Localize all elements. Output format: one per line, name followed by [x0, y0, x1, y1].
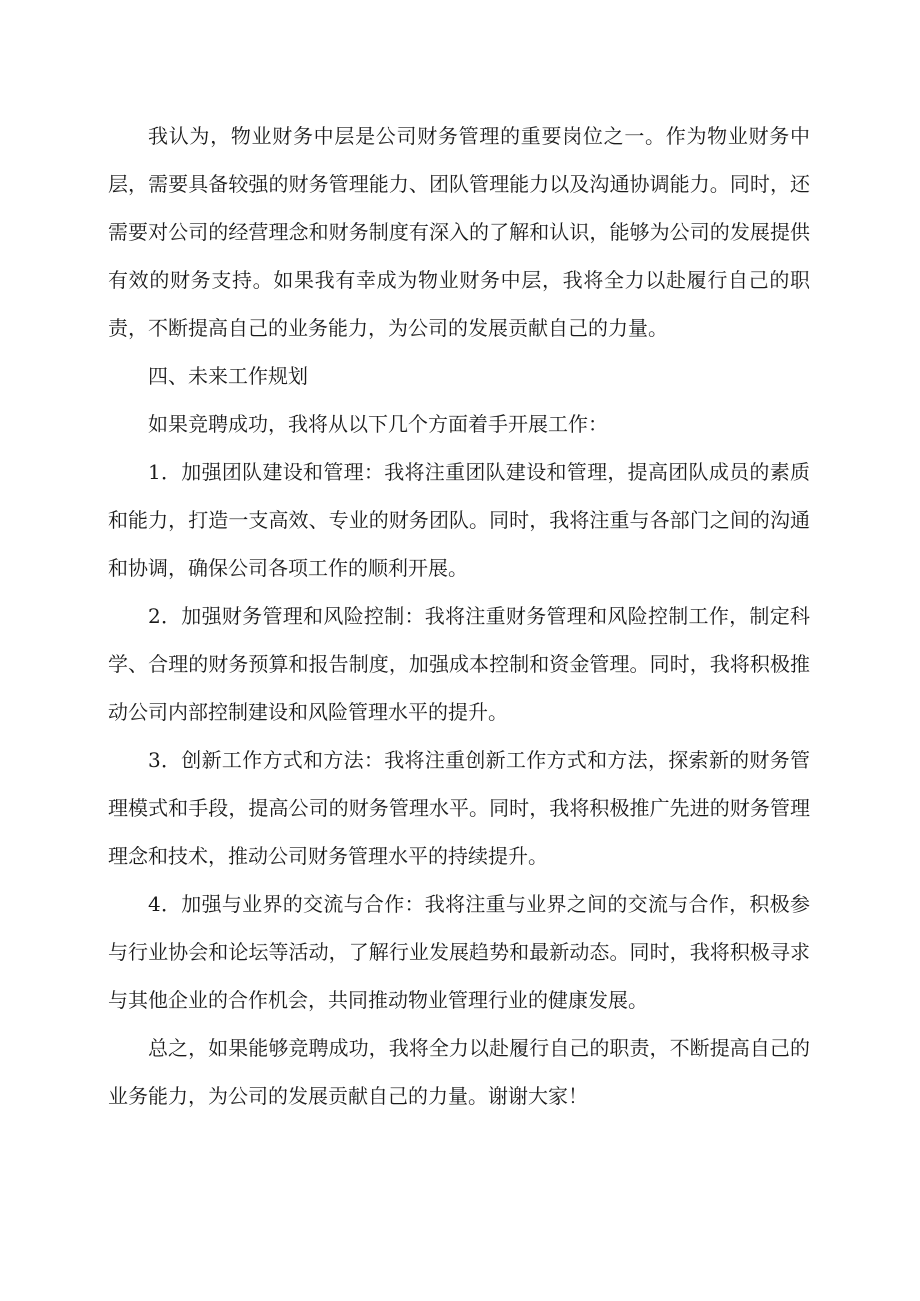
paragraph-intro: 我认为，物业财务中层是公司财务管理的重要岗位之一。作为物业财务中层，需要具备较强的财务管理能力、团队管理能力以及沟通协调能力。同时，还需要对公司的经营理念和财务制度有深入的了解和认识，能够为公司的发展提供有效的财务支持。如果我有幸成为物业财务中层，我将全力以赴履行自己的职责，不断提高自己的业务能力，为公司的发展贡献自己的力量。	[108, 124, 810, 340]
section-lead: 如果竞聘成功，我将从以下几个方面着手开展工作：	[148, 412, 608, 436]
conclusion-paragraph: 总之，如果能够竞聘成功，我将全力以赴履行自己的职责，不断提高自己的业务能力，为公司的发展贡献自己的力量。谢谢大家！	[108, 1036, 810, 1108]
document-body	[108, 112, 810, 1120]
list-item-1: 1．加强团队建设和管理：我将注重团队建设和管理，提高团队成员的素质和能力，打造一支高效、专业的财务团队。同时，我将注重与各部门之间的沟通和协调，确保公司各项工作的顺利开展。	[108, 460, 810, 580]
list-item-3: 3．创新工作方式和方法：我将注重创新工作方式和方法，探索新的财务管理模式和手段，提高公司的财务管理水平。同时，我将积极推广先进的财务管理理念和技术，推动公司财务管理水平的持续提升。	[108, 748, 810, 868]
list-item-4: 4．加强与业界的交流与合作：我将注重与业界之间的交流与合作，积极参与行业协会和论坛等活动，了解行业发展趋势和最新动态。同时，我将积极寻求与其他企业的合作机会，共同推动物业管理行业的健康发展。	[108, 892, 810, 1012]
list-item-2: 2．加强财务管理和风险控制：我将注重财务管理和风险控制工作，制定科学、合理的财务预算和报告制度，加强成本控制和资金管理。同时，我将积极推动公司内部控制建设和风险管理水平的提升。	[108, 604, 810, 724]
section-heading: 四、未来工作规划	[148, 364, 308, 388]
